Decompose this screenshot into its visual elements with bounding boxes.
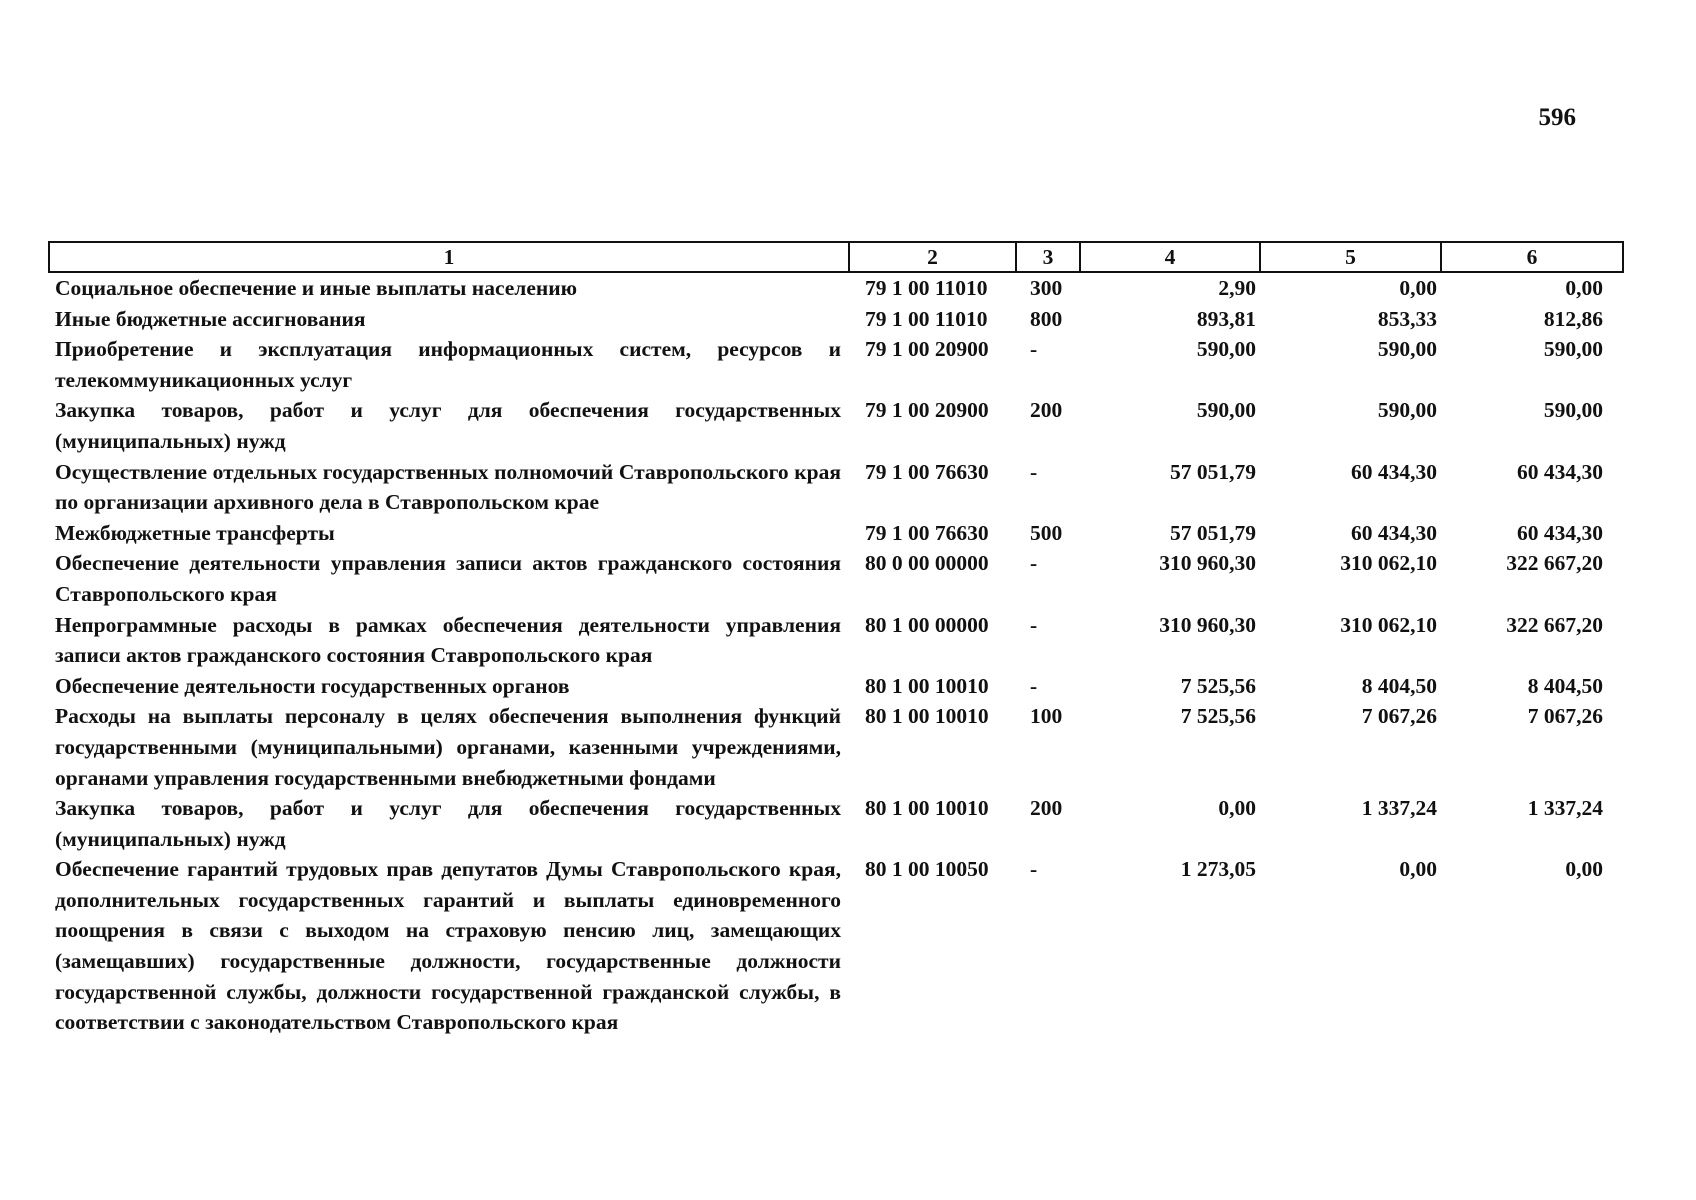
table-row: [49, 548, 1623, 609]
amount-col-4: 310 960,30: [1159, 612, 1256, 637]
target-code: 79 1 00 76630: [865, 459, 989, 484]
amount-col-5: 590,00: [1377, 337, 1437, 362]
expense-name: Расходы на выплаты персоналу в целях обеспечения выполнения функций государственными (муниципальными) органами, казенными учреждениями, органами управления государственными внебюджетными фондами: [55, 704, 841, 790]
amount-col-6: 0,00: [1565, 857, 1603, 882]
amount-col-4: 57 051,79: [1170, 520, 1256, 545]
table-row: [49, 793, 1623, 854]
expense-type: -: [1030, 673, 1038, 698]
target-code: 80 1 00 10050: [865, 857, 989, 882]
expense-type: -: [1030, 612, 1038, 637]
amount-col-6: 322 667,20: [1506, 612, 1603, 637]
amount-col-4: 1 273,05: [1180, 857, 1256, 882]
expense-name: Приобретение и эксплуатация информационных систем, ресурсов и телекоммуникационных услуг: [55, 337, 841, 392]
column-header-5: 5: [1260, 242, 1441, 272]
amount-col-4: 2,90: [1218, 276, 1256, 300]
target-code: 79 1 00 11010: [865, 306, 988, 331]
table-row: [49, 671, 1623, 702]
amount-col-6: 322 667,20: [1506, 551, 1603, 576]
expense-name: Обеспечение деятельности управления записи актов гражданского состояния Ставропольского края: [55, 551, 841, 606]
amount-col-5: 310 062,10: [1340, 612, 1437, 637]
target-code: 79 1 00 76630: [865, 520, 989, 545]
table-row: [49, 334, 1623, 395]
amount-col-5: 310 062,10: [1340, 551, 1437, 576]
amount-col-6: 1 337,24: [1527, 796, 1603, 821]
table-row: [49, 610, 1623, 671]
expense-type: -: [1030, 337, 1038, 362]
expense-type: 800: [1030, 306, 1063, 331]
target-code: 79 1 00 11010: [865, 276, 988, 300]
expense-name: Закупка товаров, работ и услуг для обеспечения государственных (муниципальных) нужд: [55, 398, 841, 453]
amount-col-5: 7 067,26: [1361, 704, 1437, 729]
amount-col-4: 893,81: [1196, 306, 1256, 331]
amount-col-5: 853,33: [1377, 306, 1437, 331]
amount-col-6: 590,00: [1543, 398, 1603, 423]
expense-type: -: [1030, 857, 1038, 882]
expense-type: -: [1030, 551, 1038, 576]
amount-col-6: 0,00: [1565, 276, 1603, 300]
header-row: [49, 242, 1623, 272]
amount-col-4: 310 960,30: [1159, 551, 1256, 576]
budget-table: [48, 241, 1624, 1038]
table-row: [49, 457, 1623, 518]
amount-col-4: 590,00: [1196, 398, 1256, 423]
amount-col-5: 590,00: [1377, 398, 1437, 423]
table-row: [49, 272, 1623, 304]
amount-col-5: 0,00: [1399, 276, 1437, 300]
expense-type: -: [1030, 459, 1038, 484]
amount-col-4: 57 051,79: [1170, 459, 1256, 484]
table-row: [49, 701, 1623, 793]
amount-col-6: 60 434,30: [1517, 520, 1603, 545]
expense-type: 200: [1030, 796, 1063, 821]
expense-name: Иные бюджетные ассигнования: [55, 306, 366, 331]
page-number: 596: [1538, 104, 1576, 131]
target-code: 79 1 00 20900: [865, 398, 989, 423]
table-row: [49, 854, 1623, 1038]
target-code: 80 1 00 10010: [865, 673, 989, 698]
amount-col-4: 590,00: [1196, 337, 1256, 362]
amount-col-5: 1 337,24: [1361, 796, 1437, 821]
expense-type: 500: [1030, 520, 1063, 545]
amount-col-6: 8 404,50: [1527, 673, 1603, 698]
expense-type: 200: [1030, 398, 1063, 423]
expense-type: 300: [1030, 276, 1063, 300]
column-header-4: 4: [1080, 242, 1260, 272]
target-code: 80 1 00 10010: [865, 704, 989, 729]
amount-col-5: 60 434,30: [1351, 459, 1437, 484]
expense-name: Осуществление отдельных государственных полномочий Ставропольского края по организации архивного дела в Ставропольском крае: [55, 459, 841, 515]
column-header-1: 1: [49, 242, 849, 272]
table-header: [49, 242, 1623, 272]
expense-name: Непрограммные расходы в рамках обеспечения деятельности управления записи актов гражданского состояния Ставропольского края: [55, 612, 841, 668]
expense-type: 100: [1030, 704, 1063, 729]
table-row: [49, 518, 1623, 549]
amount-col-6: 60 434,30: [1517, 459, 1603, 484]
column-header-2: 2: [849, 242, 1016, 272]
amount-col-6: 812,86: [1543, 306, 1603, 331]
expense-name: Обеспечение деятельности государственных органов: [55, 673, 570, 698]
amount-col-4: 7 525,56: [1180, 704, 1256, 729]
amount-col-4: 7 525,56: [1180, 673, 1256, 698]
target-code: 80 0 00 00000: [865, 551, 989, 576]
table-body: [49, 272, 1623, 1038]
amount-col-6: 7 067,26: [1527, 704, 1603, 729]
amount-col-5: 60 434,30: [1351, 520, 1437, 545]
target-code: 80 1 00 00000: [865, 612, 989, 637]
amount-col-6: 590,00: [1543, 337, 1603, 362]
expense-name: Обеспечение гарантий трудовых прав депутатов Думы Ставропольского края, дополнительных государственных гарантий и выплаты единовременного поощрения в связи с выходом на страховую пенсию лиц, замещающих (замещавших) государственные должности, государственные должности государственной службы, должности государственной гражданской службы, в соответствии с законодательством Ставропольского края: [55, 857, 841, 1035]
table-row: [49, 395, 1623, 456]
target-code: 80 1 00 10010: [865, 796, 989, 821]
expense-name: Межбюджетные трансферты: [55, 520, 335, 545]
amount-col-4: 0,00: [1218, 796, 1256, 821]
column-header-6: 6: [1441, 242, 1623, 272]
amount-col-5: 0,00: [1399, 857, 1437, 882]
target-code: 79 1 00 20900: [865, 337, 989, 362]
column-header-3: 3: [1016, 242, 1080, 272]
amount-col-5: 8 404,50: [1361, 673, 1437, 698]
table-row: [49, 304, 1623, 335]
expense-name: Социальное обеспечение и иные выплаты населению: [55, 276, 578, 300]
expense-name: Закупка товаров, работ и услуг для обеспечения государственных (муниципальных) нужд: [55, 796, 841, 851]
